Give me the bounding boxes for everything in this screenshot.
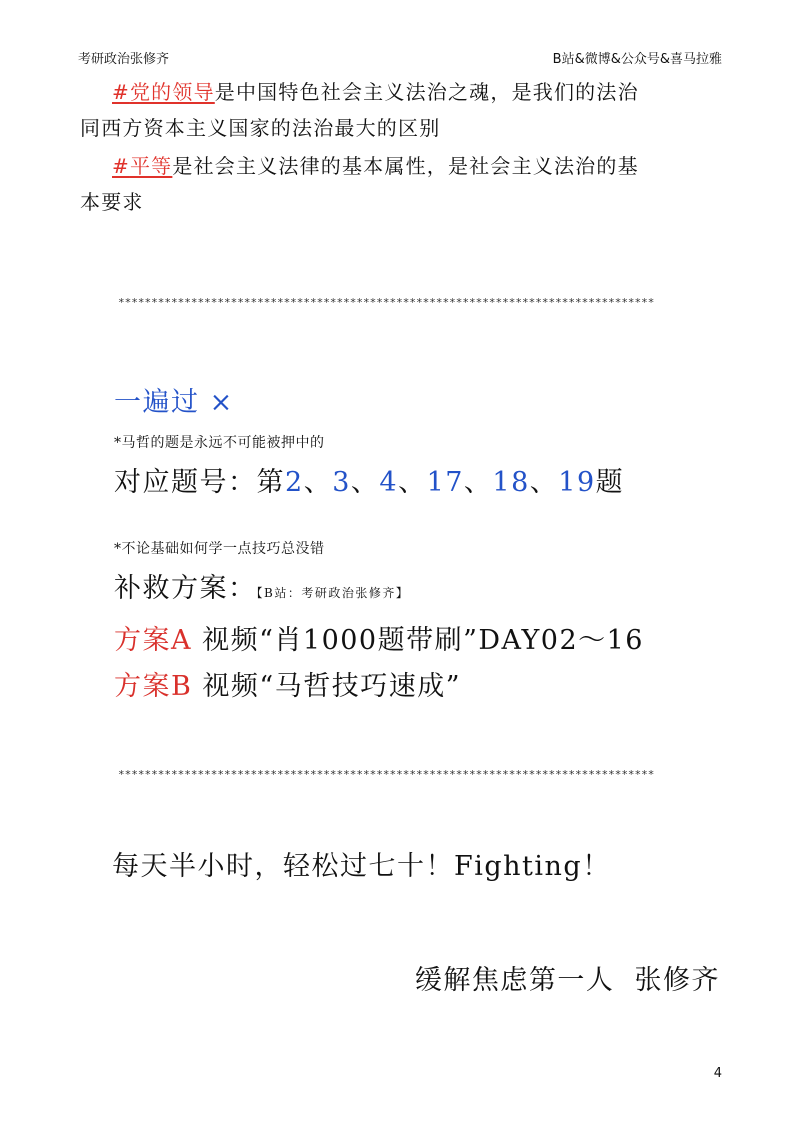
question-number: 4	[379, 467, 399, 498]
signature: 缓解焦虑第一人 张修齐	[414, 965, 720, 996]
separator: 、	[463, 467, 493, 498]
section-title: 一遍过 ×	[114, 387, 234, 418]
plan-b-line	[114, 664, 461, 703]
header-right: B站&微博&公众号&喜马拉雅	[552, 52, 722, 67]
separator: 、	[529, 467, 559, 498]
body-line-3-text: 是社会主义法律的基本属性，是社会主义法治的基	[172, 154, 639, 178]
question-number: 19	[558, 467, 596, 498]
plan-a-text: 视频“肖1000题带刷”DAY02～16	[192, 625, 644, 656]
plan-a-label: 方案A	[114, 625, 192, 656]
plan-b-label: 方案B	[114, 671, 193, 702]
remedy-source: 【B站：考研政治张修齐】	[256, 586, 410, 600]
divider-stars: *********************************************************************************	[118, 768, 655, 781]
questions-label: 对应题号：第	[114, 467, 285, 498]
hash-mark: #	[112, 154, 130, 178]
note-unpredictable: *马哲的题是永远不可能被押中的	[114, 435, 325, 451]
separator: 、	[350, 467, 380, 498]
separator: 、	[303, 467, 333, 498]
header-left: 考研政治张修齐	[78, 52, 170, 67]
separator: 、	[398, 467, 427, 498]
body-line-4: 本要求	[80, 190, 144, 214]
page-number: 4	[713, 1066, 722, 1081]
body-line-3	[112, 150, 639, 179]
body-line-2: 同西方资本主义国家的法治最大的区别	[80, 116, 441, 140]
divider-stars: *********************************************************************************	[118, 296, 655, 309]
body-line-1-text: 是中国特色社会主义法治之魂，是我们的法治	[214, 80, 639, 104]
plan-b-text: 视频“马哲技巧速成”	[192, 671, 462, 702]
questions-suffix: 题	[595, 467, 625, 498]
note-techniques: *不论基础如何学一点技巧总没错	[114, 541, 325, 557]
question-numbers-line	[114, 460, 624, 499]
question-number: 2	[285, 467, 304, 498]
question-number: 17	[426, 467, 464, 498]
highlight-party-leadership: 党的领导	[129, 80, 215, 104]
remedy-label: 补救方案：	[114, 573, 257, 604]
slogan: 每天半小时，轻松过七十！Fighting！	[112, 851, 611, 882]
plan-a-line	[114, 618, 644, 657]
highlight-equality: 平等	[129, 154, 173, 178]
question-number: 3	[332, 467, 351, 498]
remedy-line	[114, 566, 409, 605]
hash-mark: #	[112, 80, 130, 104]
body-line-1	[112, 76, 639, 105]
question-number: 18	[492, 467, 530, 498]
